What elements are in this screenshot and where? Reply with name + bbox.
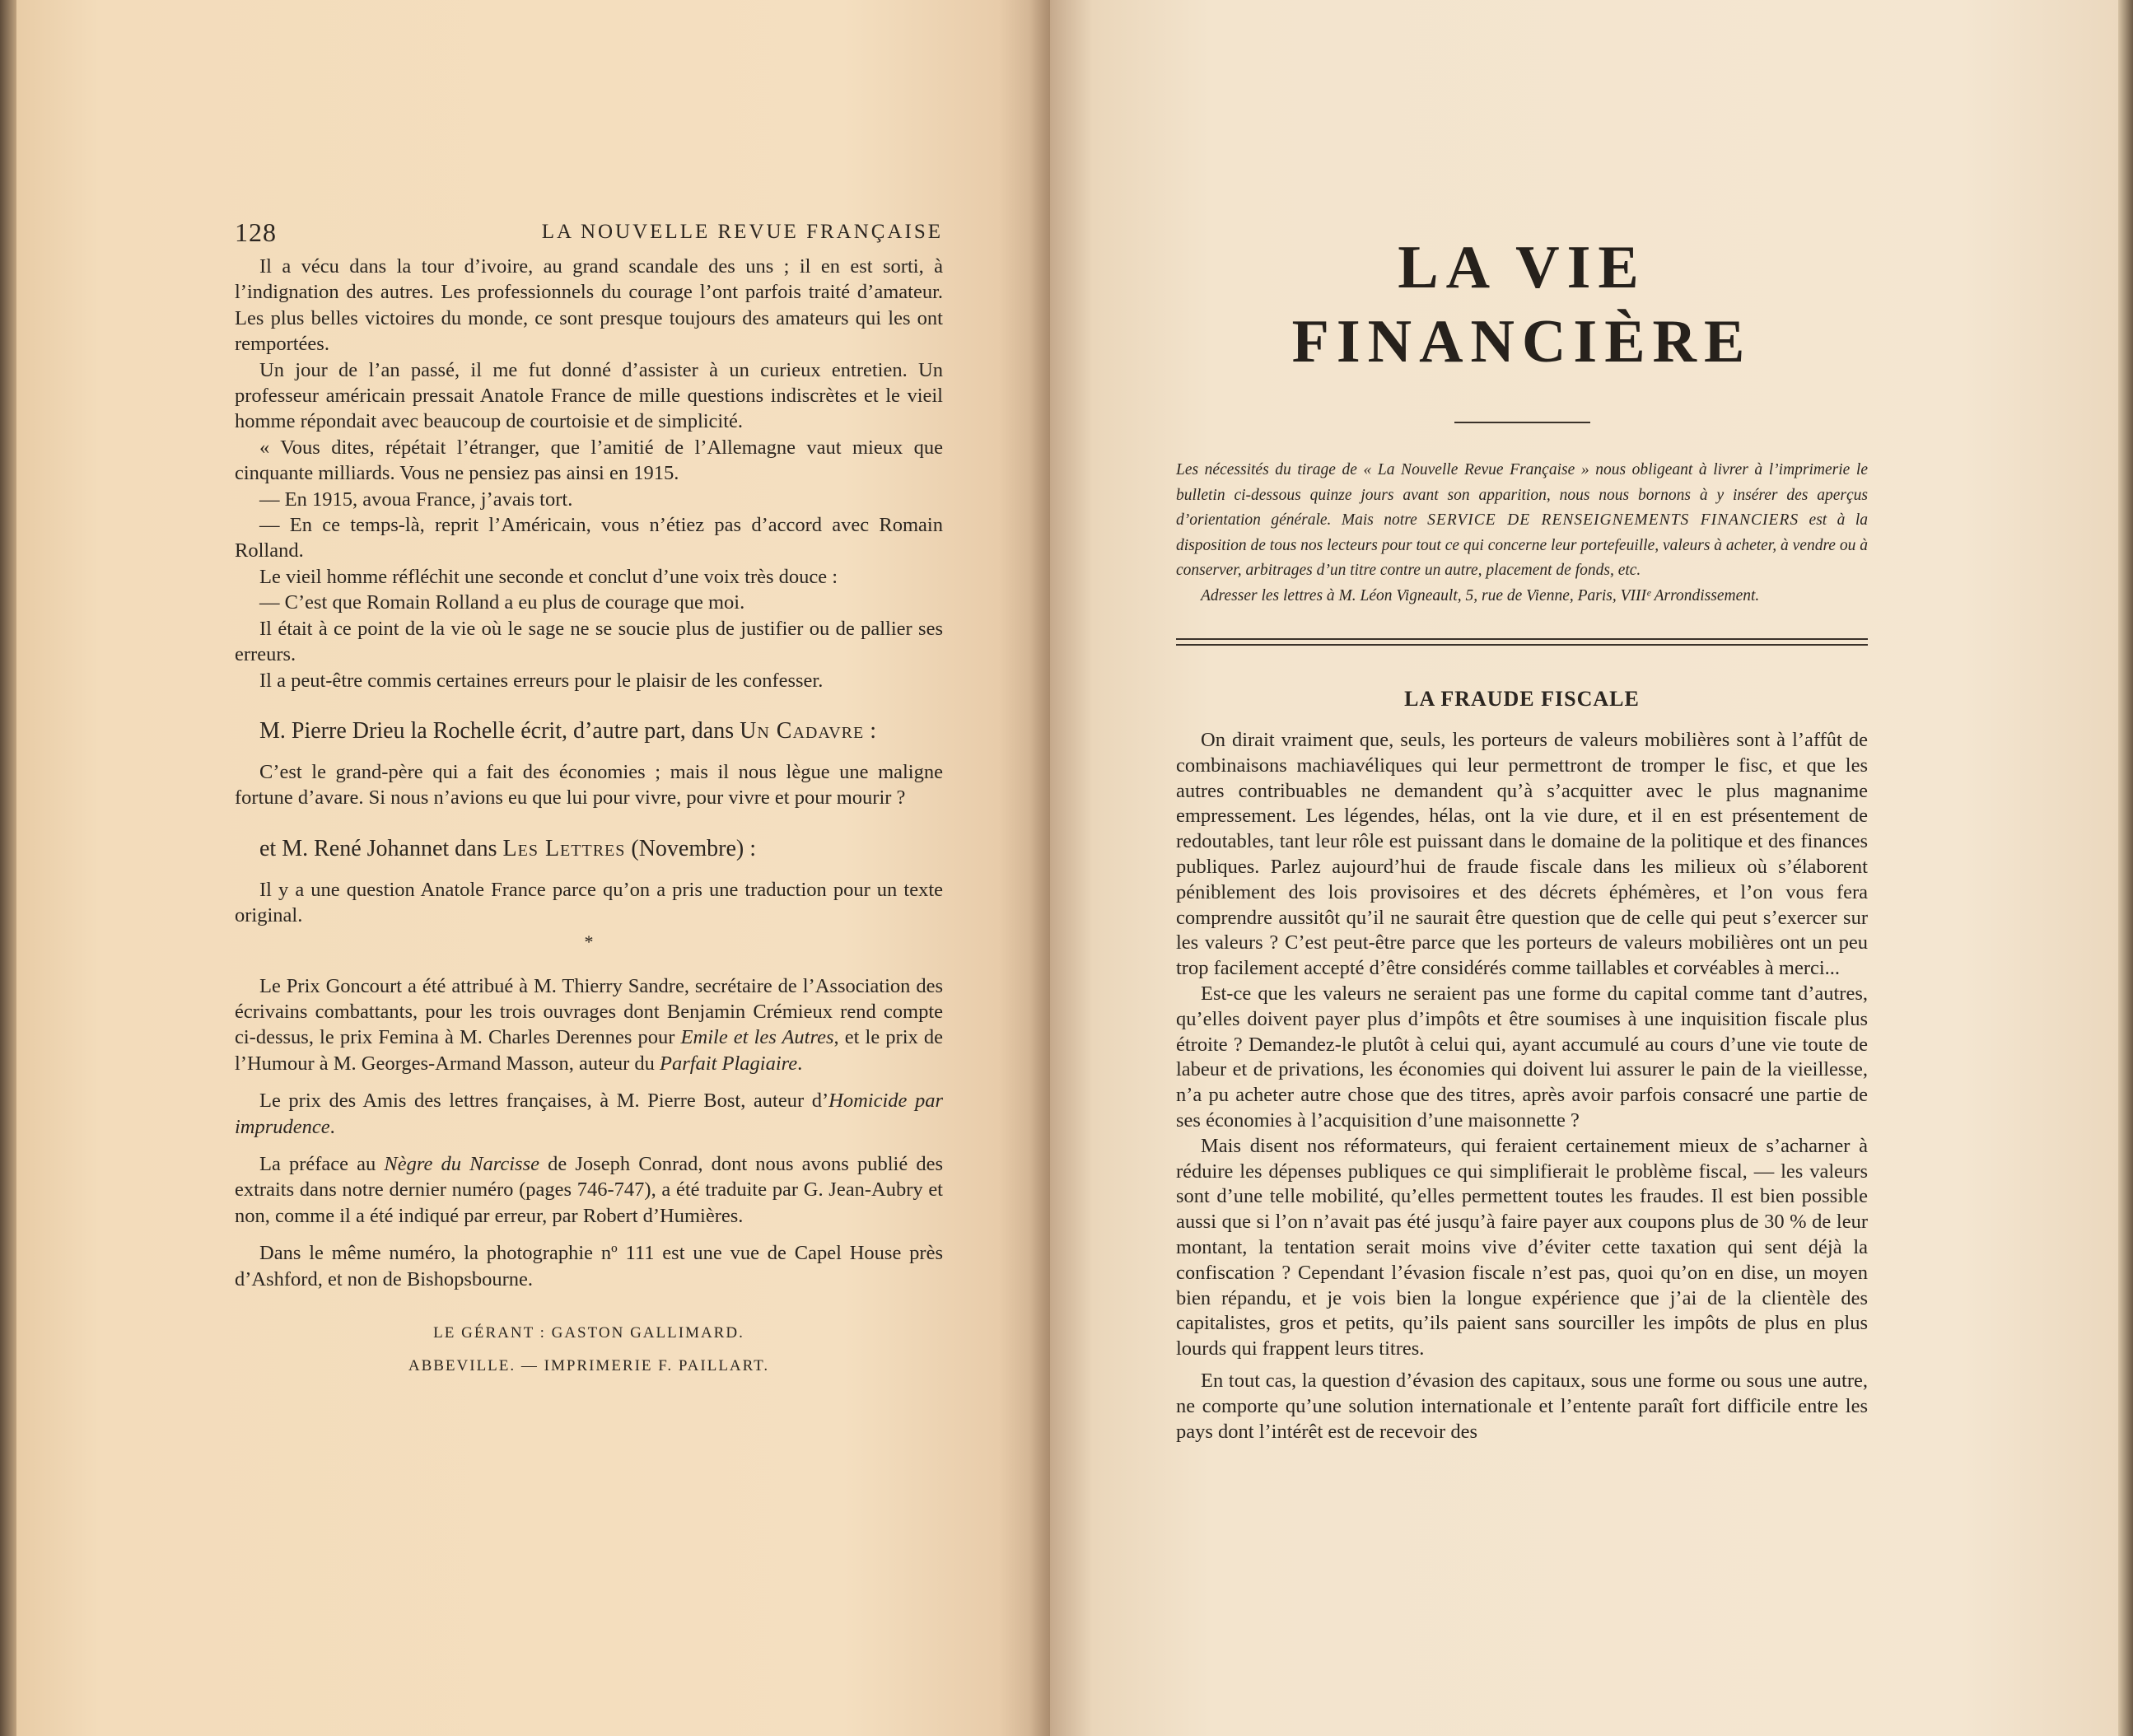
paragraph: On dirait vraiment que, seuls, les porteurs de valeurs mobilières sont à l’affût de combinaisons machiavéliques qui leur permettront de tromper le fisc, et que les autres contribuables ne demandent qu’à s’acquitter avec le plus magnanime empressement. Les légendes, hélas, ont la vie dure, et il en est présentement de redoutables, tant leur rôle est puissant dans le domaine de la politique et des finances publiques. Parlez aujourd’hui de fraude fiscale dans les milieux où s’élaborent péniblement des lois provisoires et des décrets éphémères, et l’on vous fera comprendre aussitôt qu’il ne saurait être question que de celle qui peut s’exercer sur les valeurs ? C’est peut-être parce que les porteurs de valeurs mobilières ont un peu trop facilement accepté d’être considérés comme taillables et corvéables à merci... [1176, 729, 1868, 980]
goncourt-title-2: Parfait Plagiaire [659, 1052, 798, 1075]
drieu-source: Un Cadavre [740, 717, 865, 744]
preface-title: Nègre du Narcisse [384, 1152, 539, 1175]
imprint-printer: ABBEVILLE. — IMPRIMERIE F. PAILLART. [408, 1357, 770, 1374]
page-number: 128 [235, 217, 277, 247]
left-page [16, 0, 1050, 1736]
section-title: LA FRAUDE FISCALE [1404, 687, 1640, 711]
right-text-column [1176, 231, 1868, 1444]
drieu-colon: : [864, 717, 876, 744]
running-head [235, 217, 943, 254]
imprint-gerant: LE GÉRANT : GASTON GALLIMARD. [433, 1324, 744, 1342]
amis-text-2: . [329, 1115, 335, 1138]
section-separator: * [584, 931, 594, 952]
notice-text-1: Les nécessités du tirage de « La Nouvelle Revue Française » nous obligeant à livrer à l’imprimerie le bulletin ci-dessous quinze jours avant son apparition, nous nous bornons à y insérer des aperçus d’orientation générale. Mais notre [1176, 461, 1868, 529]
drieu-intro-text: M. Pierre Drieu la Rochelle écrit, d’autre part, dans [259, 717, 735, 744]
notice-text-2: est à la disposition de tous nos lecteurs pour tout ce qui concerne leur portefeuille, valeurs à acheter, à vendre ou à conserver, arbitrages d’un titre contre un autre, placement de fonds, etc. [1176, 511, 1868, 579]
photo-paragraph: Dans le même numéro, la photographie nº 111 est une vue de Capel House près d’Ashford, et non de Bishopsbourne. [235, 1242, 943, 1290]
page-title: LA VIE FINANCIÈRE [1291, 234, 1753, 376]
paragraph: — En ce temps-là, reprit l’Américain, vous n’étiez pas d’accord avec Romain Rolland. [235, 514, 943, 562]
editorial-notice [1176, 458, 1868, 584]
book-edge-left [0, 0, 18, 1736]
goncourt-text-1: Le Prix Goncourt a été attribué à M. Thierry Sandre, secrétaire de l’Association des écrivains combattants, pour les trois ouvrages dont Benjamin Crémieux rend compte ci-dessus, le prix Femina à M. Charles Derennes pour [235, 974, 943, 1049]
goncourt-paragraph [235, 973, 943, 1077]
paragraph: Il a peut-être commis certaines erreurs pour le plaisir de les confesser. [259, 669, 824, 692]
paragraph: Le vieil homme réfléchit une seconde et conclut d’une voix très douce : [259, 565, 838, 588]
imprint [235, 1317, 943, 1383]
paragraph: « Vous dites, répétait l’étranger, que l’amitié de l’Allemagne vaut mieux que cinquante milliards. Vous ne pensiez pas ainsi en 1915. [235, 436, 943, 485]
johannet-quote: Il y a une question Anatole France parce qu’on a pris une traduction pour un texte original. [235, 878, 943, 927]
title-rule [1454, 422, 1590, 423]
paragraph: Mais disent nos réformateurs, qui feraient certainement mieux de s’acharner à réduire les dépenses publiques ce qui simplifierait le problème fiscal, — les valeurs sont d’une telle mobilité, qu’elles permettent toutes les fraudes. Il est bien possible aussi que si l’on n’avait pas été jusqu’à faire payer aux coupons plus de 30 % de leur montant, la tentation serait moins vive d’éviter cette taxation qui sent déjà la confiscation ? Cependant l’évasion fiscale n’est pas, quoi qu’on en dise, un moyen bien répandu, et je vois bien la longue expérience que j’ai de la clientèle des capitalistes, gros et petits, qu’ils paient sans sourciller les impôts de plus en plus lourds qui frappent leurs titres. [1176, 1134, 1868, 1360]
goncourt-title-1: Emile et les Autres [680, 1026, 834, 1049]
notice-service-name: SERVICE DE RENSEIGNEMENTS FINANCIERS [1427, 511, 1799, 529]
paragraph: En tout cas, la question d’évasion des capitaux, sous une forme ou sous une autre, ne comporte qu’une solution internationale et l’entente paraît fort difficile entre les pays dont l’intérêt est de recevoir des [1176, 1369, 1868, 1443]
drieu-intro [235, 715, 943, 748]
double-rule [1176, 638, 1868, 646]
notice-address: Adresser les lettres à M. Léon Vigneault, 5, rue de Vienne, Paris, VIIIᵉ Arrondissement. [1201, 586, 1760, 604]
book-edge-right [2118, 0, 2133, 1736]
johannet-after: (Novembre) : [625, 835, 756, 861]
preface-text-2: de Joseph Conrad, dont nous avons publié des extraits dans notre dernier numéro (pages 746-747), a été traduite par G. Jean-Aubry et non, comme il a été indiqué par erreur, par Robert d’Humières. [235, 1152, 944, 1227]
johannet-intro [235, 833, 943, 866]
paragraph: Il était à ce point de la vie où le sage ne se soucie plus de justifier ou de pallier ses erreurs. [235, 617, 943, 666]
paragraph: Il a vécu dans la tour d’ivoire, au grand scandale des uns ; il en est sorti, à l’indignation des autres. Les professionnels du courage l’ont parfois traité d’amateur. Les plus belles victoires du monde, ce sont presque toujours des amateurs qui les ont remportées. [235, 255, 943, 356]
johannet-source: Les Lettres [502, 835, 626, 861]
amis-paragraph [235, 1088, 943, 1140]
journal-header: LA NOUVELLE REVUE FRANÇAISE [541, 221, 943, 243]
johannet-intro-text: et M. René Johannet dans [259, 835, 497, 861]
left-text-column [235, 217, 943, 1383]
goncourt-text-3: . [797, 1052, 803, 1075]
goncourt-text-2: , et le prix de l’Humour à M. Georges-Armand Masson, auteur du [235, 1026, 943, 1075]
amis-title: Homicide par imprudence [235, 1090, 943, 1138]
paragraph: — C’est que Romain Rolland a eu plus de courage que moi. [259, 591, 745, 614]
paragraph: Un jour de l’an passé, il me fut donné d’assister à un curieux entretien. Un professeur américain pressait Anatole France de mille questions indiscrètes et le vieil homme répondait avec beaucoup de courtoisie et de simplicité. [235, 358, 943, 433]
drieu-quote: C’est le grand-père qui a fait des économies ; mais il nous lègue une maligne fortune d’avare. Si nous n’avions eu que lui pour vivre, pour vivre et pour mourir ? [235, 760, 943, 810]
paragraph: — En 1915, avoua France, j’avais tort. [259, 488, 573, 511]
amis-text-1: Le prix des Amis des lettres françaises, à M. Pierre Bost, auteur d’ [259, 1090, 829, 1113]
preface-text-1: La préface au [259, 1152, 385, 1175]
preface-paragraph [235, 1151, 943, 1229]
paragraph: Est-ce que les valeurs ne seraient pas une forme du capital comme tant d’autres, qu’elles doivent payer plus d’impôts et être soumises à une inquisition fiscale plus étroite ? Demandez-le plutôt à celui qui, ayant accumulé au cours d’une vie toute de labeur et de privations, les économies qui doivent lui assurer le pain de la vieillesse, n’a pu acheter autre chose que des titres, après avoir parfois consacré une partie de ses économies à l’acquisition d’une maisonnette ? [1176, 982, 1868, 1132]
